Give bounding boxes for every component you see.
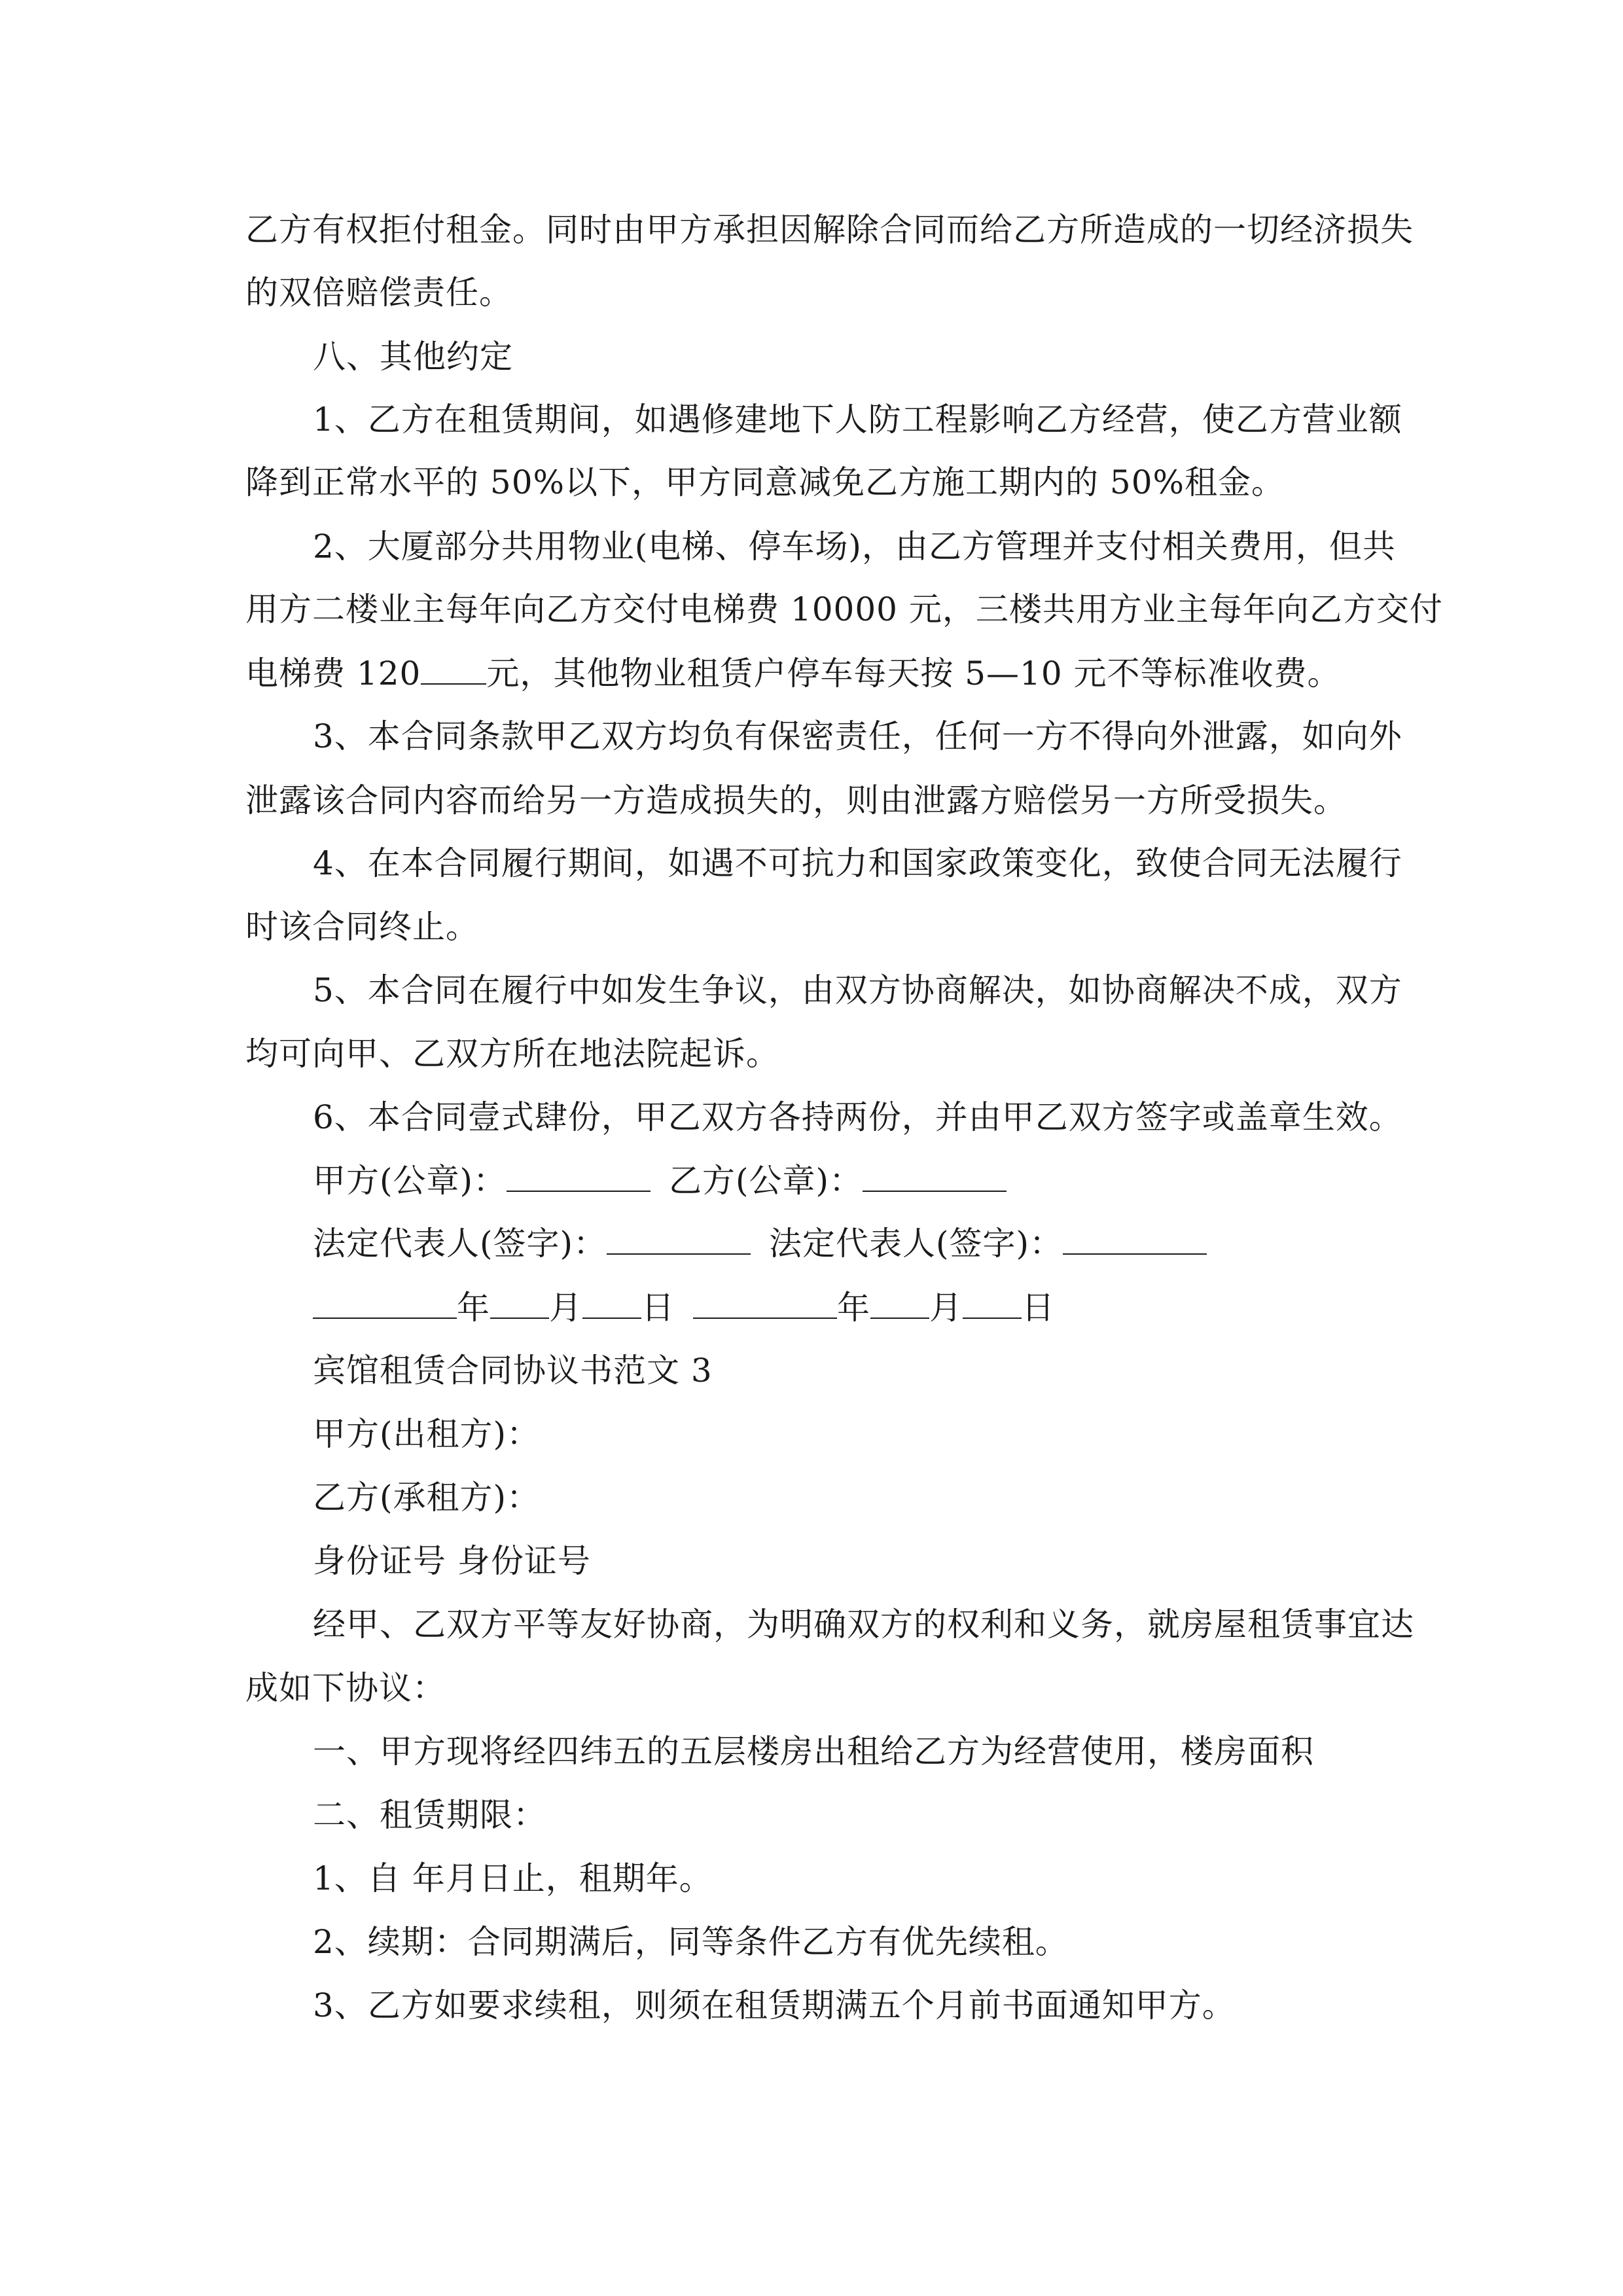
day-label: 日 [641,1289,675,1327]
clause-2: 2、大厦部分共用物业(电梯、停车场)，由乙方管理并支付相关费用，但共 [313,528,1396,565]
party-b-rep-blank [1063,1225,1207,1255]
paragraph-line: 的双倍赔偿责任。 [245,274,512,312]
party-b-seal-label: 乙方(公章)： [669,1162,863,1200]
party-a-rep-blank [607,1225,751,1255]
signature-date-row [313,1288,1445,1327]
paragraph-line [245,654,1378,693]
term-item-2: 2、续期：合同期满后，同等条件乙方有优先续租。 [313,1923,1069,1961]
party-a-seal-label: 甲方(公章)： [313,1162,507,1200]
year-label: 年 [457,1289,490,1327]
preamble: 经甲、乙双方平等友好协商，为明确双方的权利和义务，就房屋租赁事宜达 [313,1605,1414,1643]
article-1: 一、甲方现将经四纬五的五层楼房出租给乙方为经营使用，楼房面积 [313,1732,1314,1770]
day-blank [582,1289,641,1319]
year-label: 年 [837,1289,870,1327]
clause-4: 4、在本合同履行期间，如遇不可抗力和国家政策变化，致使合同无法履行 [313,844,1402,882]
document-title: 宾馆租赁合同协议书范文 3 [313,1352,713,1390]
id-number-line: 身份证号 身份证号 [313,1542,591,1580]
lessor-line: 甲方(出租方)： [313,1415,541,1453]
party-a-seal-blank [507,1162,651,1192]
party-b-rep-label: 法定代表人(签字)： [769,1225,1063,1263]
text-segment: 元，其他物业租赁户停车每天按 5—10 元不等标准收费。 [486,655,1341,692]
article-2-heading: 二、租赁期限： [313,1796,546,1834]
month-blank [870,1289,929,1319]
day-blank [963,1289,1022,1319]
paragraph-line: 均可向甲、乙双方所在地法院起诉。 [245,1035,779,1073]
month-label: 月 [929,1289,963,1327]
term-item-3: 3、乙方如要求续租，则须在租赁期满五个月前书面通知甲方。 [313,1986,1236,2024]
lessee-line: 乙方(承租方)： [313,1479,541,1516]
paragraph-line: 成如下协议： [245,1669,446,1707]
paragraph-line: 时该合同终止。 [245,908,479,946]
party-b-seal-blank [863,1162,1007,1192]
paragraph-line: 用方二楼业主每年向乙方交付电梯费 10000 元，三楼共用方业主每年向乙方交付 [245,590,1443,628]
paragraph-line: 泄露该合同内容而给另一方造成损失的，则由泄露方赔偿另一方所受损失。 [245,781,1347,819]
paragraph-line: 降到正常水平的 50%以下，甲方同意减免乙方施工期内的 50%租金。 [245,463,1285,501]
day-label: 日 [1022,1289,1055,1327]
clause-3: 3、本合同条款甲乙双方均负有保密责任，任何一方不得向外泄露，如向外 [313,717,1402,755]
party-a-rep-label: 法定代表人(签字)： [313,1225,607,1263]
blank-fill-line [421,655,486,685]
signature-rep-row [313,1224,1445,1263]
text-segment: 电梯费 120 [245,655,421,692]
clause-1: 1、乙方在租赁期间，如遇修建地下人防工程影响乙方经营，使乙方营业额 [313,401,1402,439]
clause-6: 6、本合同壹式肆份，甲乙双方各持两份，并由甲乙双方签字或盖章生效。 [313,1098,1402,1136]
signature-seal-row [313,1161,1445,1200]
year-blank [313,1289,457,1319]
term-item-1: 1、自 年月日止，租期年。 [313,1859,713,1897]
paragraph-line: 乙方有权拒付租金。同时由甲方承担因解除合同而给乙方所造成的一切经济损失 [245,211,1414,249]
month-label: 月 [549,1289,582,1327]
year-blank [693,1289,837,1319]
clause-5: 5、本合同在履行中如发生争议，由双方协商解决，如协商解决不成，双方 [313,971,1402,1009]
section-heading: 八、其他约定 [313,338,513,376]
month-blank [490,1289,549,1319]
